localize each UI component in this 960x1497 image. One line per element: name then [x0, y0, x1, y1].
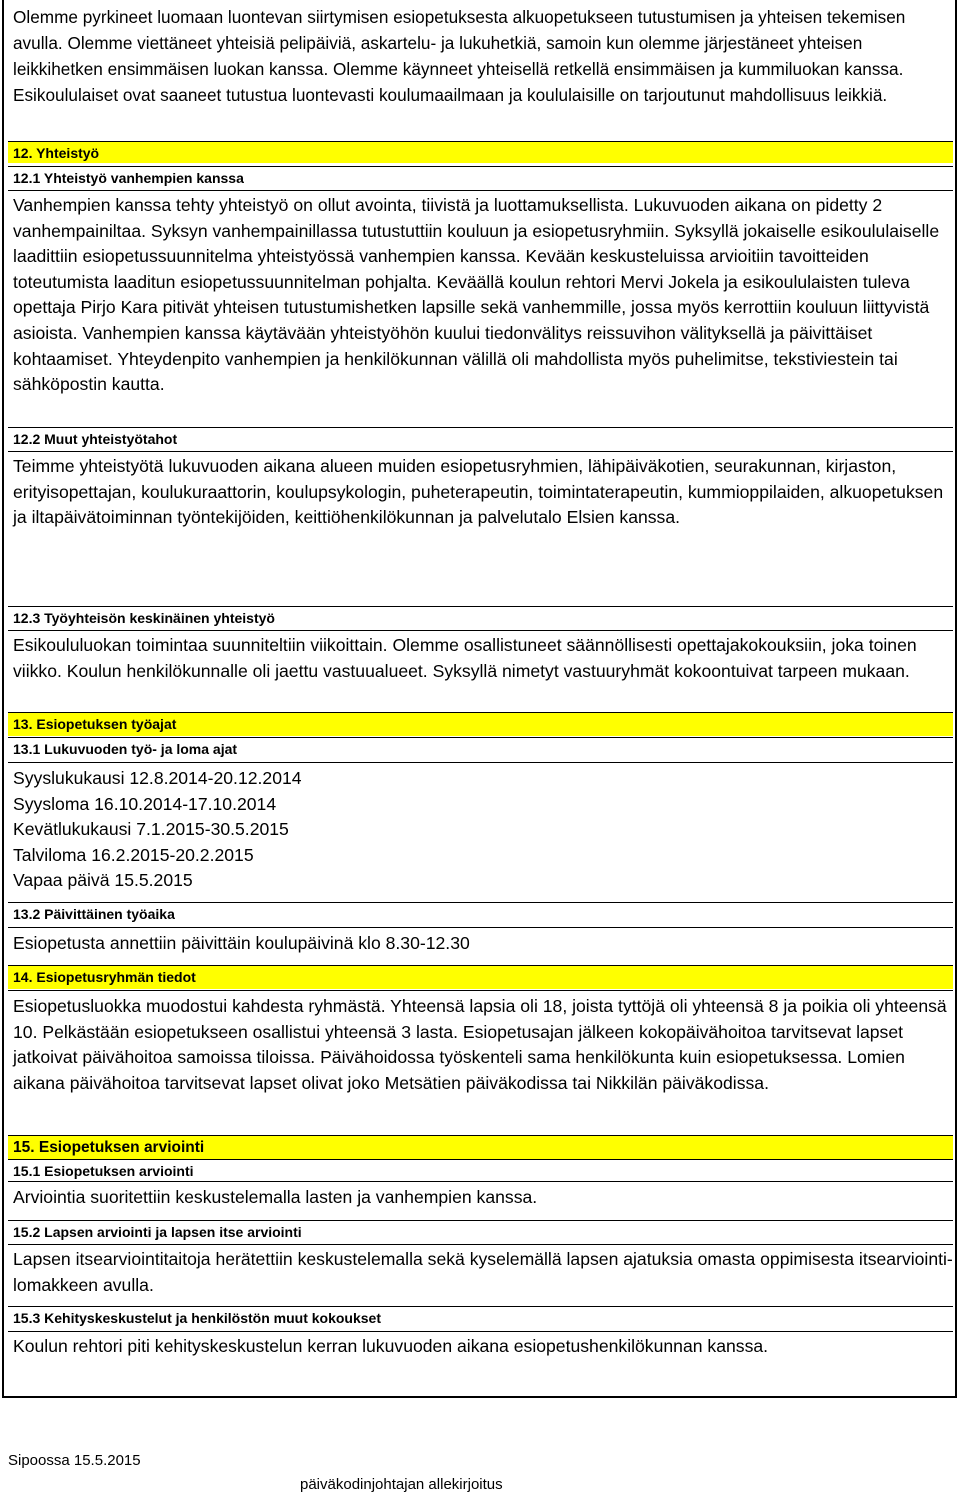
dates-list	[8, 762, 953, 902]
document-frame	[2, 0, 957, 1398]
date-item: Talviloma 16.2.2015-20.2.2015	[13, 844, 254, 865]
signature-label: päiväkodinjohtajan allekirjoitus	[300, 1476, 503, 1493]
date-item: Syyslukukausi 12.8.2014-20.12.2014	[13, 768, 302, 788]
date-item: Syysloma 16.10.2014-17.10.2014	[13, 793, 277, 814]
text-12-1: Vanhempien kanssa tehty yhteistyö on ollut avointa, tiivistä ja luottamuksellista. Lukuvuoden aikana on pidetty 2 vanhempainiltaa. Syksyn vanhempainillassa tutustuttiin kouluun ja esiopetusryhmiin. Syksyllä jokaiselle esikoululaiselle laadittiin esiopetussuunnitelma yhteistyössä vanhempien kanssa. Kevään keskusteluissa arvioitiin tavoitteiden toteutumista laaditun esiopetussuunnitelman pohjalta. Keväällä koulun rehtori Mervi Jokela ja esikoululaisten tuleva opettaja Pirjo Kara pitivät yhteisen tutustumishetken lapsille sekä vanhemmille, jossa myös kerrottiin kouluun liittyvistä asioista. Vanhempien kanssa käytävään yhteistyöhön kuului tiedonvälitys reissuvihon välityksellä ja päivittäiset kohtaamiset. Yhteydenpito vanhempien ja henkilökunnan välillä oli mahdollista myös puhelimitse, tekstiviestein tai sähköpostin kautta.	[8, 190, 953, 428]
text-12-2: Teimme yhteistyötä lukuvuoden aikana alueen muiden esiopetusryhmien, lähipäiväkotien, seurakunnan, kirjaston, erityisopettajan, koulukuraattorin, koulupsykologin, puheterapeutin, toimintaterapeutin, kummioppilaiden, alkuopetuksen ja iltapäivätoiminnan työntekijöiden, keittiöhenkilökunnan ja palvelutalo Elsien kanssa.	[8, 451, 953, 606]
date-item: Kevätlukukausi 7.1.2015-30.5.2015	[13, 819, 289, 840]
text-12-3: Esikoululuokan toimintaa suunniteltiin viikoittain. Olemme osallistuneet säännöllisesti opettajakokouksiin, joka toinen viikko. Koulun henkilökunnalle oli jaettu vastuualueet. Syksyllä nimetyt vastuuryhmät kokoontuivat tarpeen mukaan.	[8, 630, 953, 712]
text-13-2: Esiopetusta annettiin päivittäin koulupäivinä klo 8.30-12.30	[8, 927, 953, 965]
heading-13-1: 13.1 Lukuvuoden työ- ja loma ajat	[8, 737, 953, 761]
text-14: Esiopetusluokka muodostui kahdesta ryhmästä. Yhteensä lapsia oli 18, joista tyttöjä oli yhteensä 8 ja poikia oli yhteensä 10. Pelkästään esiopetukseen osallistui yhteensä 3 lasta. Esiopetusajan jälkeen kokopäivähoitoa tarvitsevat lapset jatkoivat päivähoitoa samoissa tiloissa. Päivähoidossa työskenteli sama henkilökunta kuin esiopetuksessa. Lomien aikana päivähoitoa tarvitsevat lapset olivat joko Metsätien päiväkodissa tai Nikkilän päiväkodissa.	[8, 990, 953, 1130]
heading-15-1: 15.1 Esiopetuksen arviointi	[8, 1159, 953, 1181]
heading-15: 15. Esiopetuksen arviointi	[8, 1135, 953, 1159]
heading-12: 12. Yhteistyö	[8, 141, 953, 163]
text-15-3: Koulun rehtori piti kehityskeskustelun kerran lukuvuoden aikana esiopetushenkilökunnan kanssa.	[8, 1331, 953, 1396]
heading-13: 13. Esiopetuksen työajat	[8, 712, 953, 736]
heading-15-2: 15.2 Lapsen arviointi ja lapsen itse arviointi	[8, 1220, 953, 1244]
heading-12-2: 12.2 Muut yhteistyötahot	[8, 427, 953, 449]
date-item: Vapaa päivä 15.5.2015	[13, 870, 193, 891]
heading-12-1: 12.1 Yhteistyö vanhempien kanssa	[8, 166, 953, 188]
intro-text: Olemme pyrkineet luomaan luontevan siirtymisen esiopetuksesta alkuopetukseen tutustumisen ja yhteisen tekemisen avulla. Olemme viettäneet yhteisiä pelipäiviä, askartelu- ja lukuhetkiä, samoin kun olemme järjestäneet yhteisen leikkihetken ensimmäisen luokan kanssa. Olemme käynneet yhteisellä retkellä ensimmäisen ja kummiluokan kanssa. Esikoululaiset ovat saaneet tutustua luontevasti koulumaailmaan ja koululaisille on tarjoutunut mahdollisuus leikkiä.	[13, 7, 906, 105]
text-15-1: Arviointia suoritettiin keskustelemalla lasten ja vanhempien kanssa.	[8, 1181, 953, 1219]
heading-13-2: 13.2 Päivittäinen työaika	[8, 902, 953, 926]
text-15-2: Lapsen itsearviointitaitoja herätettiin keskustelemalla sekä kyselemällä lapsen ajatuksia omasta oppimisesta itsearviointi-lomakkeen avulla.	[8, 1244, 953, 1306]
heading-14: 14. Esiopetusryhmän tiedot	[8, 965, 953, 989]
heading-15-3: 15.3 Kehityskeskustelut ja henkilöstön muut kokoukset	[8, 1306, 953, 1330]
heading-12-3: 12.3 Työyhteisön keskinäinen yhteistyö	[8, 606, 953, 628]
place-date: Sipoossa 15.5.2015	[8, 1452, 141, 1469]
